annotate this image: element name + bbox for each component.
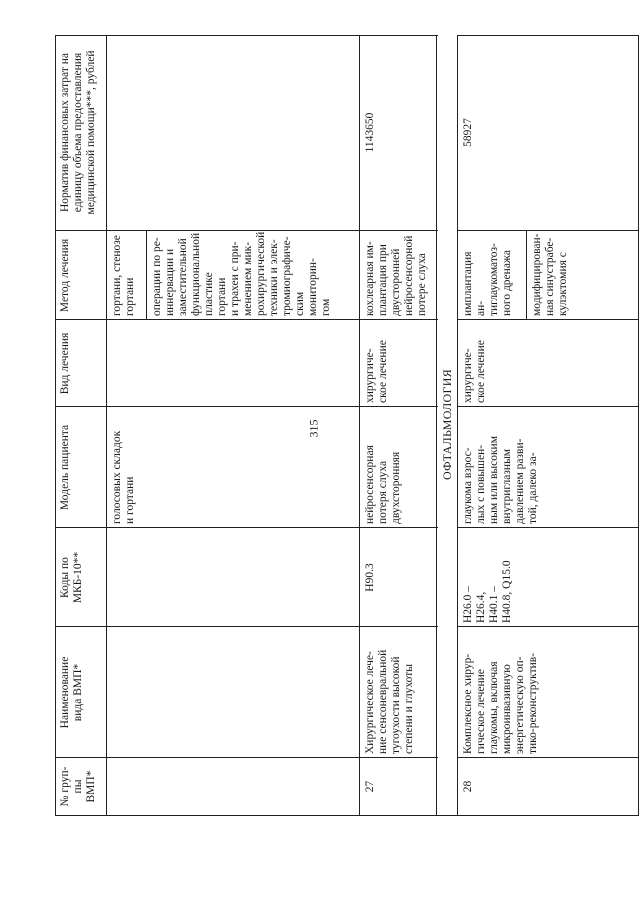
header-financial-norm: Норматив финансовых затрат на единицу объема предоставления медицинской помощи***, рублей — [59, 50, 97, 215]
row27-financial-norm: 1143650 — [364, 112, 376, 153]
row-sep — [106, 36, 107, 815]
row28-financial-norm: 58927 — [462, 118, 474, 147]
header-treatment-kind: Вид лечения — [59, 332, 71, 395]
row27-treatment-kind: хирургиче- ское лечение — [364, 340, 389, 403]
header-hmc-name: Наименование вида ВМП* — [59, 656, 84, 729]
row27-icd: H90.3 — [364, 563, 376, 592]
row27-patient-model: нейросенсорная потеря слуха двухсторонняя — [364, 445, 402, 524]
cont-method-b: операции по ре- иннервации и заместительной функциональной пластике гортани и трахеи с при- менением мик- рохирургической техники и элек- тромиографиче- ским мониторин- гом — [151, 231, 332, 316]
table-frame — [55, 35, 639, 816]
row27-hmc-name: Хирургическое лече- ние сенсоневральной тугоухости высокой степени и глухоты — [364, 649, 415, 754]
row27-treatment-method: кохлеарная им- плантация при двусторонней нейросенсорной потере слуха — [364, 235, 428, 316]
page-number: 315 — [306, 419, 321, 438]
cont-patient-model: голосовых складок и гортани — [111, 430, 136, 524]
header-icd-codes: Коды по МКБ-10** — [59, 551, 84, 604]
row28-patient-model: глаукома взрос- лых с повышен- ным или высоким внутриглазным давлением разви- той, далеко за- — [462, 436, 539, 524]
header-treatment-method: Метод лечения — [59, 238, 71, 313]
cont-method-a: гортани, стенозе гортани — [111, 235, 136, 316]
method-sep — [146, 231, 147, 320]
section-ophthalmology: ОФТАЛЬМОЛОГИЯ — [438, 35, 457, 815]
row-sep — [457, 36, 458, 815]
row27-group: 27 — [364, 780, 376, 793]
row28-treatment-kind: хирургиче- ское лечение — [462, 340, 487, 403]
row-sep — [436, 36, 437, 815]
header-group-number: № груп- пы ВМП* — [59, 766, 97, 807]
medical-care-table — [55, 35, 639, 816]
row28-hmc-name: Комплексное хирур- гическое лечение глаукомы, включая микроинвазивную энергетическую оп- тико-реконструктив- — [462, 652, 539, 754]
header-patient-model: Модель пациента — [59, 424, 71, 511]
method-sep — [526, 231, 527, 320]
row28-method-a: имплантация ан- тиглаукоматоз- ного дренажа — [462, 243, 513, 316]
row28-method-b: модифицирован- ная синустрабе- кулэктомия с — [531, 233, 569, 316]
row28-group: 28 — [462, 780, 474, 793]
row28-icd: H26.0 – H26.4, H40.1 – H40.8, Q15.0 — [462, 560, 513, 623]
row-sep — [359, 36, 360, 815]
